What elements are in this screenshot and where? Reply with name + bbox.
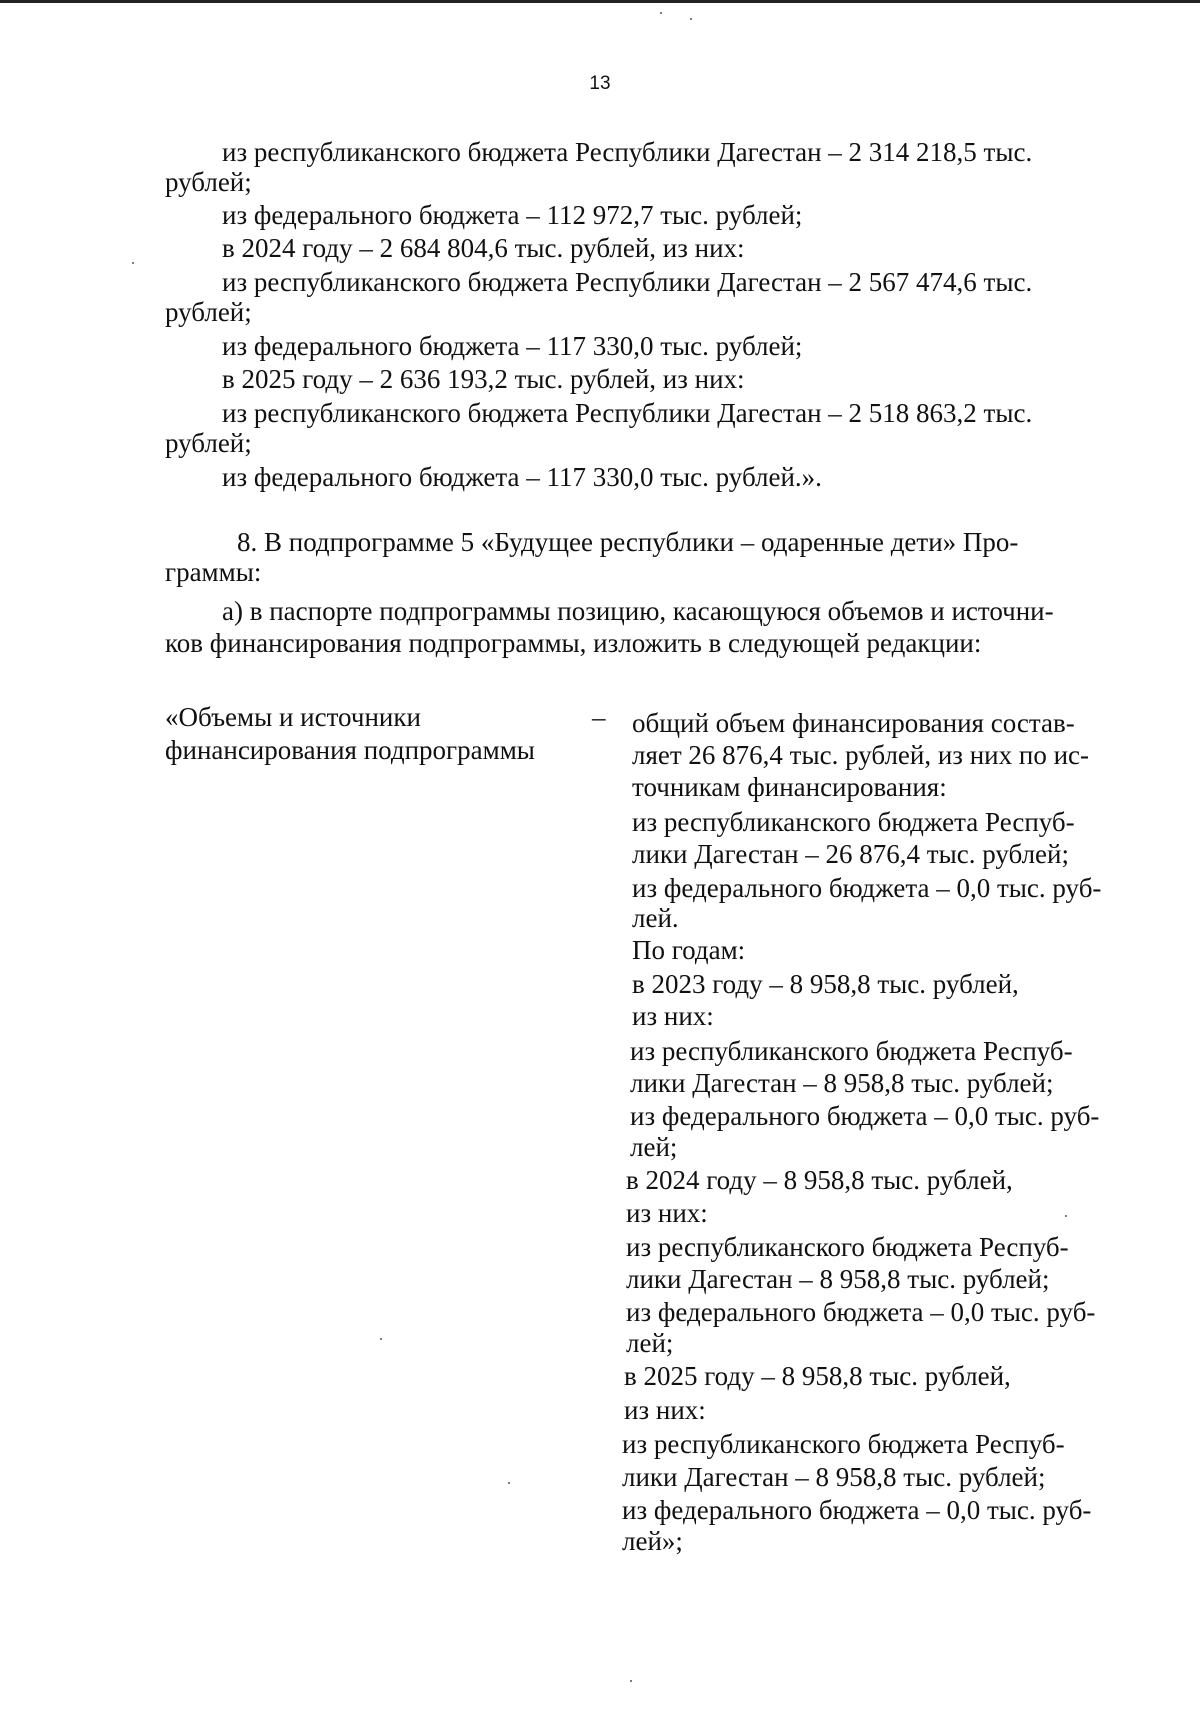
funding-line: из федерального бюджета – 117 330,0 тыс. рублей; bbox=[222, 331, 803, 361]
funding-line: рублей; bbox=[165, 297, 252, 327]
scan-speck bbox=[660, 12, 662, 14]
page-number: 13 bbox=[589, 73, 611, 94]
passport-value-line: точникам финансирования: bbox=[632, 772, 947, 802]
passport-value-line: лей. bbox=[632, 903, 679, 933]
passport-value-line: из них: bbox=[626, 1198, 708, 1228]
passport-value-line: в 2023 году – 8 958,8 тыс. рублей, bbox=[632, 969, 1019, 999]
passport-value-line: из федерального бюджета – 0,0 тыс. руб- bbox=[632, 873, 1102, 903]
passport-value-line: лики Дагестан – 8 958,8 тыс. рублей; bbox=[626, 1264, 1050, 1294]
scan-speck bbox=[380, 1338, 382, 1340]
funding-line: в 2024 году – 2 684 804,6 тыс. рублей, из них: bbox=[222, 233, 745, 263]
funding-line: из республиканского бюджета Республики Дагестан – 2 518 863,2 тыс. bbox=[222, 398, 1033, 428]
funding-line: из республиканского бюджета Республики Дагестан – 2 314 218,5 тыс. bbox=[222, 137, 1033, 167]
passport-value-line: из республиканского бюджета Респуб- bbox=[632, 807, 1075, 837]
funding-line: в 2025 году – 2 636 193,2 тыс. рублей, из них: bbox=[222, 364, 745, 394]
scan-speck bbox=[630, 1680, 632, 1682]
funding-line: из федерального бюджета – 112 972,7 тыс. рублей; bbox=[222, 200, 803, 230]
funding-line: рублей; bbox=[165, 428, 252, 458]
passport-value-line: лики Дагестан – 26 876,4 тыс. рублей; bbox=[632, 839, 1069, 869]
passport-value-line: из федерального бюджета – 0,0 тыс. руб- bbox=[630, 1101, 1100, 1131]
top-border-line bbox=[0, 0, 1200, 3]
passport-value-line: лики Дагестан – 8 958,8 тыс. рублей; bbox=[622, 1462, 1046, 1492]
passport-value-line: из республиканского бюджета Респуб- bbox=[622, 1429, 1065, 1459]
scan-speck bbox=[1065, 1215, 1067, 1217]
item-a-line: ков финансирования подпрограммы, изложить в следующей редакции: bbox=[165, 628, 982, 658]
scan-speck bbox=[508, 1482, 510, 1484]
funding-line: из федерального бюджета – 117 330,0 тыс. рублей.». bbox=[222, 462, 822, 492]
passport-value-line: лей; bbox=[630, 1132, 678, 1162]
passport-value-line: общий объем финансирования состав- bbox=[632, 708, 1075, 738]
passport-label: финансирования подпрограммы bbox=[165, 735, 535, 765]
passport-value-line: лей»; bbox=[622, 1526, 683, 1556]
scan-speck bbox=[132, 262, 134, 264]
passport-value-line: лей; bbox=[626, 1328, 674, 1358]
passport-label: «Объемы и источники bbox=[165, 702, 421, 732]
passport-value-line: из республиканского бюджета Респуб- bbox=[630, 1036, 1073, 1066]
funding-line: рублей; bbox=[165, 167, 252, 197]
passport-value-line: из республиканского бюджета Респуб- bbox=[626, 1232, 1069, 1262]
table-dash: – bbox=[592, 702, 606, 732]
passport-value-line: из федерального бюджета – 0,0 тыс. руб- bbox=[622, 1495, 1092, 1525]
item-a-line: а) в паспорте подпрограммы позицию, касающуюся объемов и источни- bbox=[222, 596, 1054, 626]
passport-value-line: в 2025 году – 8 958,8 тыс. рублей, bbox=[624, 1361, 1011, 1391]
passport-value-line: из них: bbox=[624, 1395, 706, 1425]
passport-value-line: ляет 26 876,4 тыс. рублей, из них по ис- bbox=[632, 740, 1089, 770]
scan-speck bbox=[690, 18, 692, 20]
passport-value-line: в 2024 году – 8 958,8 тыс. рублей, bbox=[626, 1165, 1013, 1195]
section-8-line: 8. В подпрограмме 5 «Будущее республики – одаренные дети» Про- bbox=[237, 527, 1019, 557]
section-8-line: граммы: bbox=[165, 557, 262, 587]
passport-value-line: из федерального бюджета – 0,0 тыс. руб- bbox=[626, 1297, 1096, 1327]
passport-value-line: из них: bbox=[632, 1001, 714, 1031]
passport-value-line: По годам: bbox=[632, 935, 746, 965]
funding-line: из республиканского бюджета Республики Дагестан – 2 567 474,6 тыс. bbox=[222, 267, 1033, 297]
passport-value-line: лики Дагестан – 8 958,8 тыс. рублей; bbox=[630, 1068, 1054, 1098]
